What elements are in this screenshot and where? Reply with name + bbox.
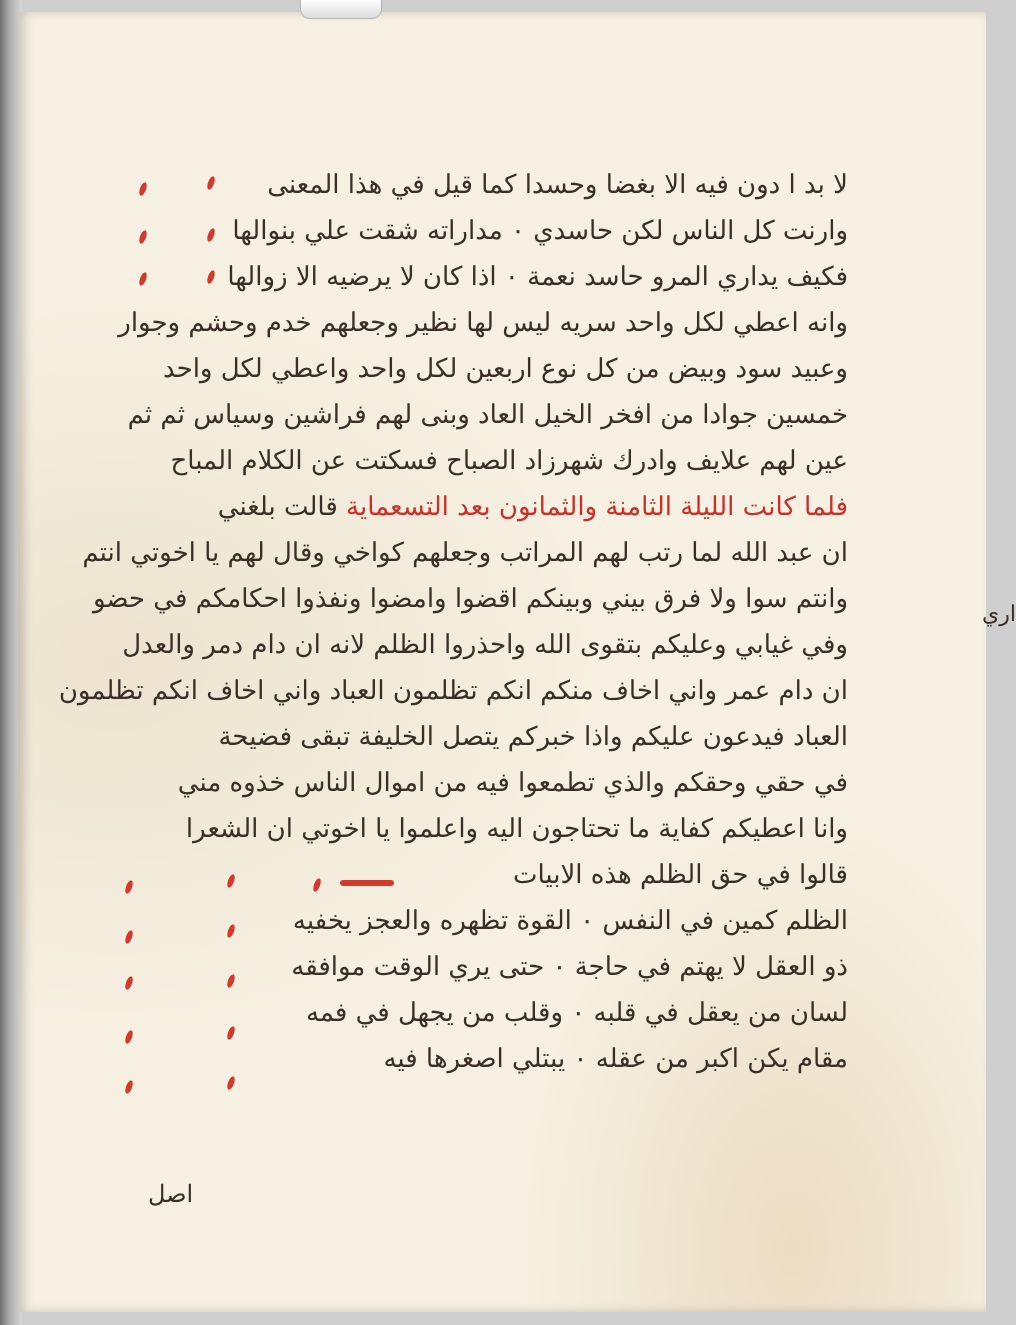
- text-line-3: فكيف يداري المرو حاسد نعمة ۰ اذا كان لا يرضيه الا زوالها: [227, 262, 848, 292]
- text-line-7: عين لهم علايف وادرك شهرزاد الصباح فسكتت عن الكلام المباح: [170, 446, 848, 476]
- marginal-note-text: اري: [982, 602, 1016, 627]
- verse-line-2: ذو العقل لا يهتم في حاجة ۰ حتى يري الوقت موافقه: [291, 952, 848, 982]
- text-line-6: خمسين جوادا من افخر الخيل العاد وبنى لهم فراشين وسياس ثم ثم: [127, 400, 848, 430]
- text-line-1: لا بد ا دون فيه الا بغضا وحسدا كما قيل في هذا المعنى: [267, 170, 848, 200]
- text-line-13: العباد فيدعون عليكم واذا خبركم يتصل الخليفة تبقى فضيحة: [218, 722, 848, 752]
- rubric-dash: [340, 880, 394, 886]
- text-line-9: ان عبد الله لما رتب لهم المراتب وجعلهم كواخي وقال لهم يا اخوتي انتم: [82, 538, 848, 568]
- manuscript-page: [18, 12, 1016, 1312]
- text-line-12: ان دام عمر واني اخاف منكم انكم تظلمون العباد واني اخاف انكم تظلمون: [58, 676, 848, 706]
- text-line-4: وانه اعطي لكل واحد سريه ليس لها نظير وجعلهم خدم وحشم وجوار: [118, 308, 848, 338]
- text-line-16: قالوا في حق الظلم هذه الابيات: [512, 860, 848, 890]
- text-line-2: وارنت كل الناس لكن حاسدي ۰ مداراته شقت علي بنوالها: [232, 216, 848, 246]
- verse-line-1: الظلم كمين في النفس ۰ القوة تظهره والعجز يخفيه: [292, 906, 848, 936]
- rubric-heading: فلما كانت الليلة الثامنة والثمانون بعد التسعماية: [346, 492, 848, 522]
- text-line-8: [108, 484, 848, 530]
- text-line-15: وانا اعطيكم كفاية ما تحتاجون اليه واعلموا يا اخوتي ان الشعرا: [185, 814, 848, 844]
- text-line-11: وفي غيابي وعليكم بتقوى الله واحذروا الظلم لانه ان دام دمر والعدل: [122, 630, 848, 660]
- catchword: اصل: [148, 1180, 194, 1208]
- text-line-10: وانتم سوا ولا فرق بيني وبينكم اقضوا وامضوا ونفذوا احكامكم في حضو: [92, 584, 848, 614]
- text-line-5: وعبيد سود وبيض من كل نوع اربعين لكل واحد واعطي لكل واحد: [162, 354, 848, 384]
- page-clip: [300, 0, 382, 19]
- text-line-14: في حقي وحقكم والذي تطمعوا فيه من اموال الناس خذوه مني: [177, 768, 848, 798]
- marginal-note: [982, 602, 1016, 627]
- verse-line-3: لسان من يعقل في قلبه ۰ وقلب من يجهل في فمه: [305, 998, 848, 1028]
- text-line-8-rest: قالت بلغني: [217, 492, 338, 522]
- verse-line-4: مقام يكن اكبر من عقله ۰ يبتلي اصغرها فيه: [383, 1044, 848, 1074]
- main-text-block: [58, 162, 848, 1082]
